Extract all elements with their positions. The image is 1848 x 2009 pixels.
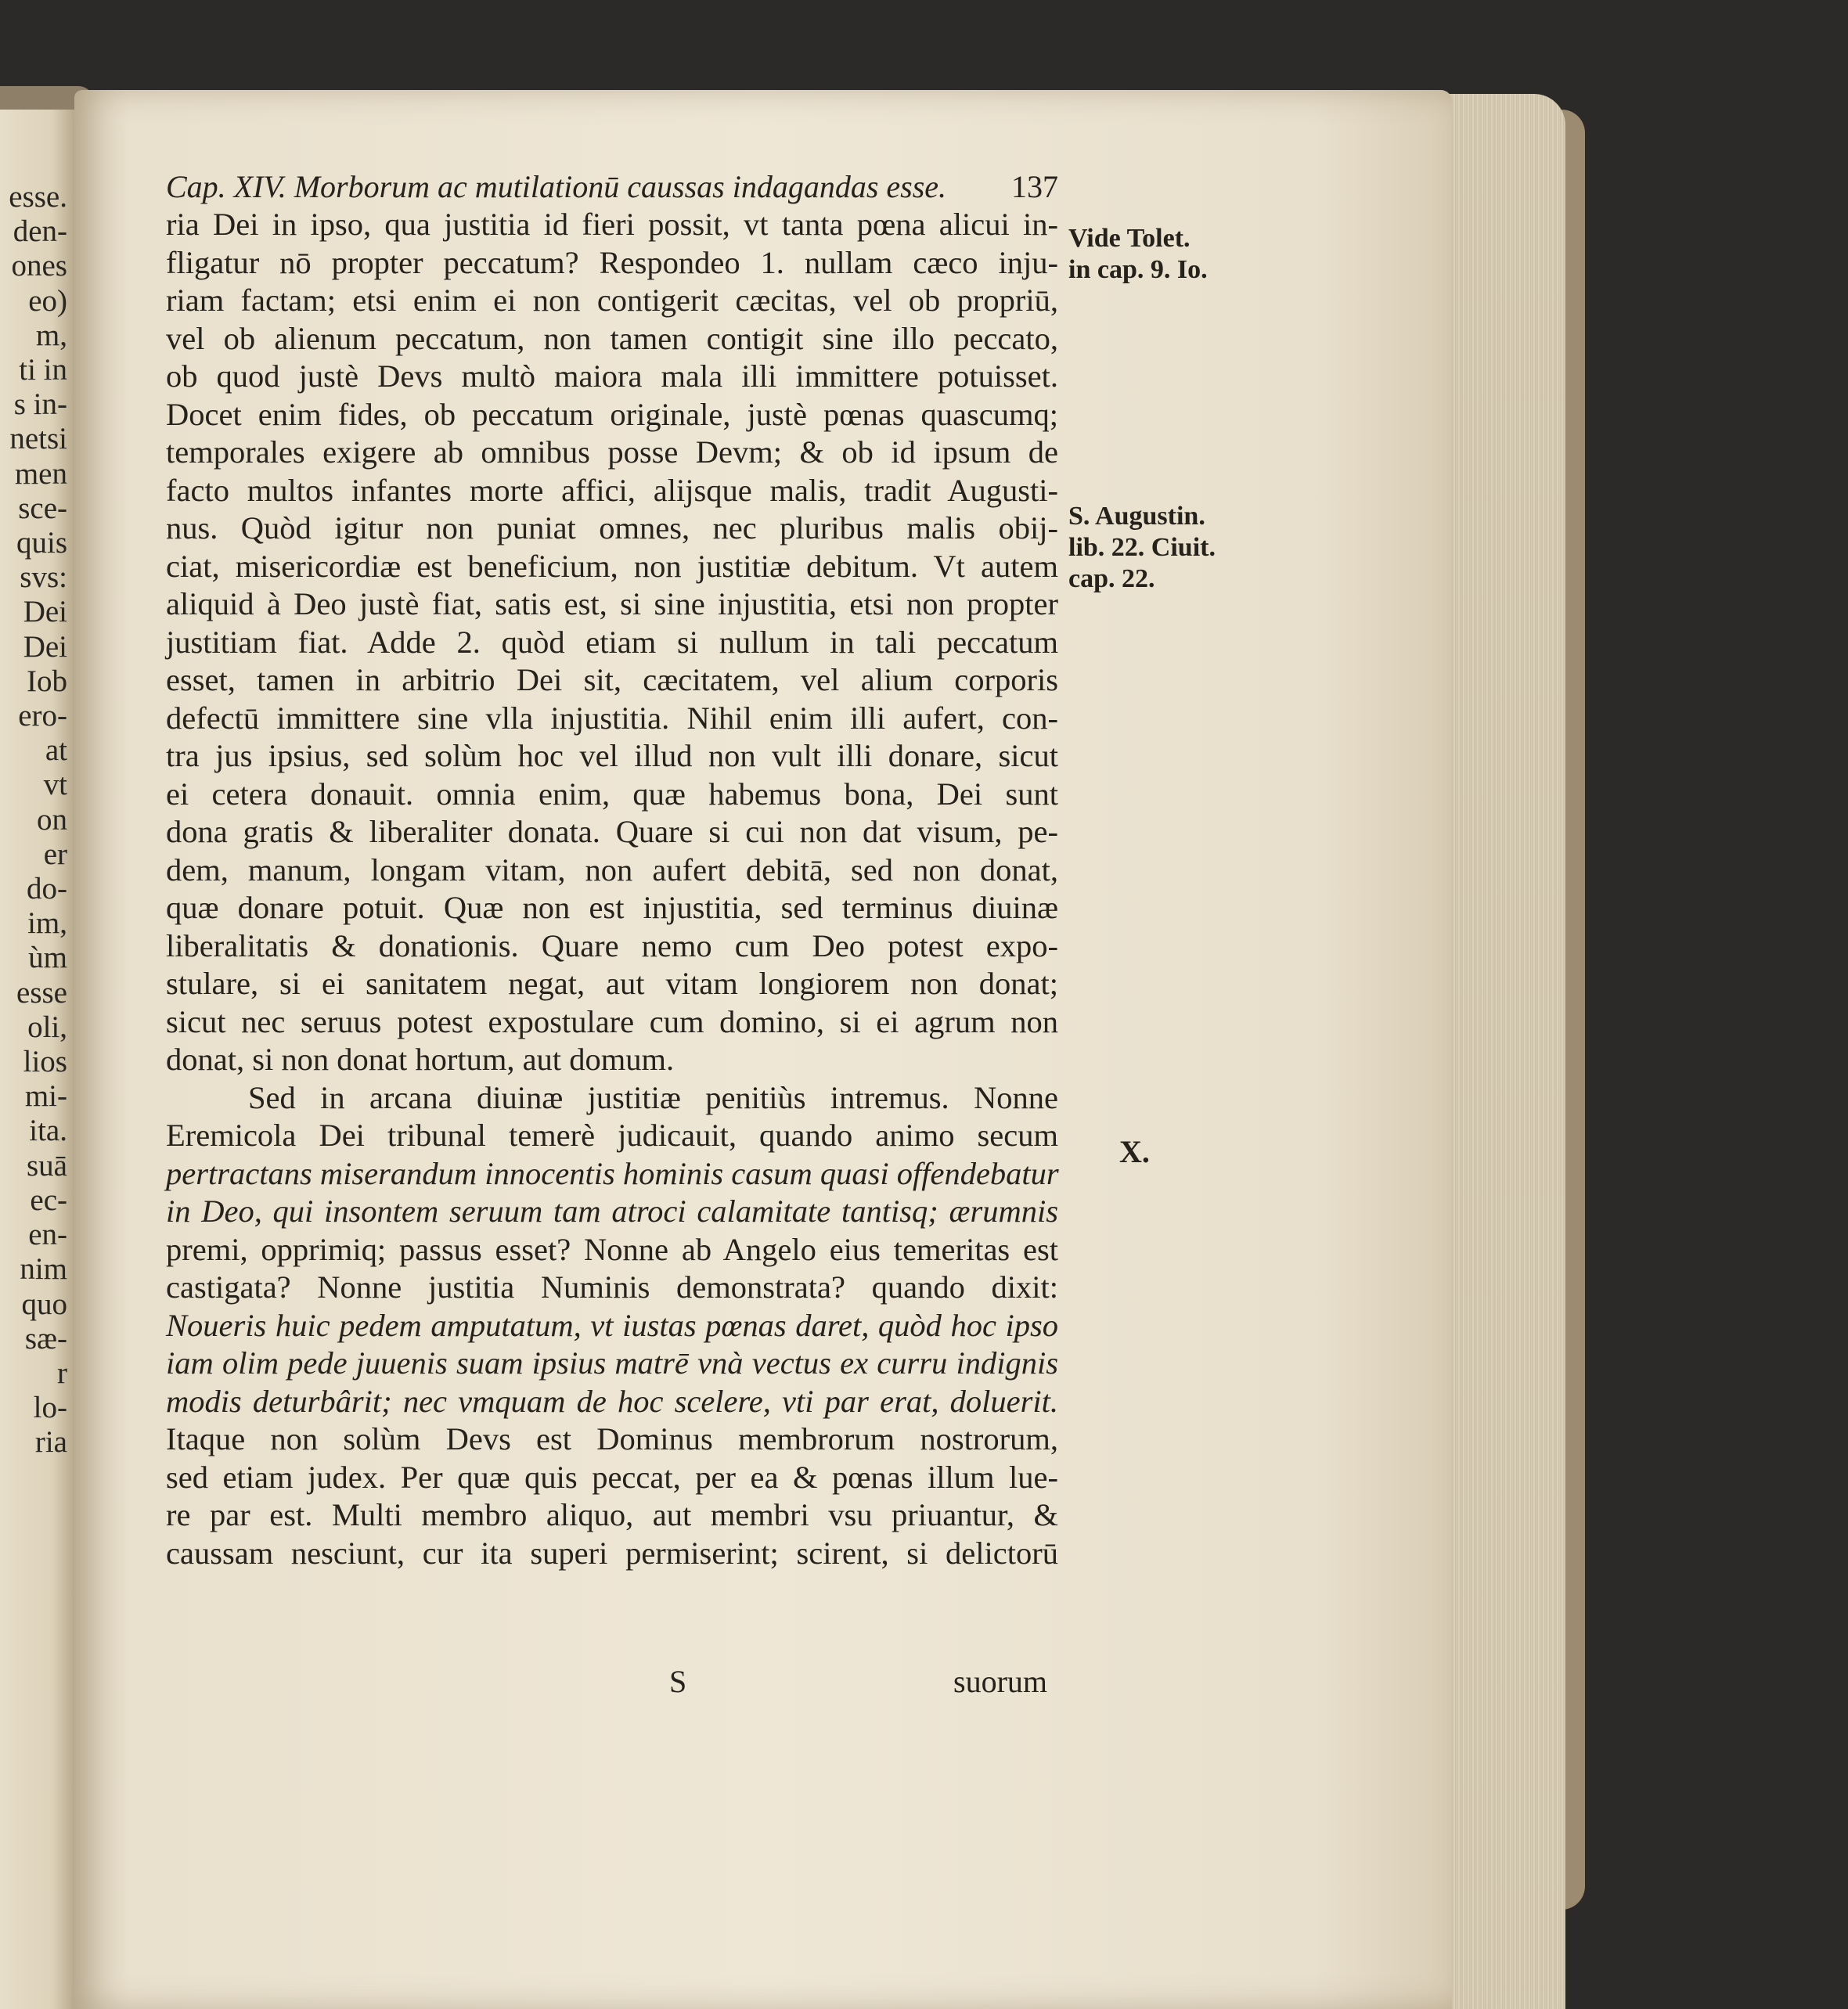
left-fragment-line: men — [14, 456, 67, 491]
text-line: ciat, misericordiæ est beneficium, non justitiæ debitum. Vt autem — [166, 548, 1058, 584]
left-fragment-line: m, — [35, 318, 67, 352]
left-fragment-line: ec- — [30, 1183, 67, 1217]
margin-note-line: S. Augustin. — [1068, 502, 1205, 531]
text-line: defectū immittere sine vlla injustitia. Nihil enim illi aufert, con- — [166, 700, 1058, 736]
left-fragment-line: do- — [27, 872, 67, 906]
left-fragment-line: s in- — [13, 387, 67, 422]
left-fragment-line: r — [57, 1356, 67, 1390]
text-line: dona gratis & liberaliter donata. Quare si cui non dat visum, pe- — [166, 814, 1058, 849]
body-text — [166, 206, 1058, 1572]
text-line: justitiam fiat. Adde 2. quòd etiam si nullum in tali peccatum — [166, 624, 1058, 660]
left-fragment-line: netsi — [9, 422, 67, 456]
text-line: modis deturbârit; nec vmquam de hoc scelere, vti par erat, doluerit. — [166, 1383, 1058, 1419]
text-line: aliquid à Deo justè fiat, satis est, si sine injustitia, etsi non propter — [166, 586, 1058, 621]
text-line: riam factam; etsi enim ei non contigerit cæcitas, vel ob propriū, — [166, 283, 1058, 318]
margin-note-toletus — [1068, 223, 1208, 286]
left-fragment-line: esse. — [9, 180, 67, 214]
left-fragment-line: quo — [21, 1287, 67, 1321]
margin-note-augustine — [1068, 501, 1216, 595]
margin-note-line: cap. 22. — [1068, 564, 1155, 593]
left-fragment-line: eo) — [28, 283, 67, 318]
left-fragment-line: sæ- — [24, 1321, 67, 1356]
left-fragment-line: ti in — [19, 353, 67, 387]
left-fragment-line: nim — [20, 1252, 67, 1287]
left-fragment-line: esse — [16, 975, 67, 1010]
signature-mark: S — [669, 1664, 687, 1699]
left-fragment-line: Dei — [23, 595, 67, 629]
text-line: premi, opprimiq; passus esset? Nonne ab Angelo eius temeritas est — [166, 1231, 1058, 1267]
left-fragment-line: Iob — [27, 664, 67, 698]
left-page-text-fragments — [0, 180, 70, 1460]
text-line: Itaque non solùm Devs est Dominus membrorum nostrorum, — [166, 1421, 1058, 1456]
left-fragment-line: ita. — [29, 1114, 67, 1148]
text-line: pertractans miserandum innocentis hominis casum quasi offendebatur — [166, 1155, 1059, 1191]
left-fragment-line: mi- — [24, 1079, 67, 1114]
text-line: ob quod justè Devs multò maiora mala illi immittere potuisset. — [166, 358, 1058, 394]
page-number: 137 — [1011, 169, 1058, 204]
left-fragment-line: vt — [43, 768, 67, 802]
catchword: suorum — [953, 1664, 1047, 1699]
text-line: vel ob alienum peccatum, non tamen contigit sine illo peccato, — [166, 320, 1058, 356]
margin-note-line: Vide Tolet. — [1068, 224, 1191, 253]
left-fragment-line: quis — [16, 526, 67, 560]
text-line: Noueris huic pedem amputatum, vt iustas pœnas daret, quòd hoc ipso — [166, 1307, 1058, 1343]
text-line: liberalitatis & donationis. Quare nemo cum Deo potest expo- — [166, 927, 1058, 963]
left-fragment-line: Dei — [23, 629, 67, 664]
text-line: sed etiam judex. Per quæ quis peccat, per ea & pœnas illum lue- — [166, 1459, 1058, 1495]
left-fragment-line: ria — [34, 1425, 67, 1460]
text-line: in Deo, qui insontem seruum tam atroci calamitate tantisq; ærumnis — [166, 1194, 1058, 1229]
text-line: temporales exigere ab omnibus posse Devm; & ob id ipsum de — [166, 434, 1058, 470]
page-header — [166, 168, 1058, 205]
section-mark: X. — [1119, 1134, 1150, 1169]
text-line: ria Dei in ipso, qua justitia id fieri possit, vt tanta pœna alicui in- — [166, 207, 1058, 242]
text-line: stulare, si ei sanitatem negat, aut vitam longiorem non donat; — [166, 966, 1058, 1001]
left-fragment-line: ùm — [28, 941, 67, 975]
left-fragment-line: den- — [13, 214, 67, 249]
text-line: donat, si non donat hortum, aut domum. — [166, 1042, 675, 1077]
text-line: ei cetera donauit. omnia enim, quæ habemus bona, Dei sunt — [166, 776, 1058, 812]
text-line: esset, tamen in arbitrio Dei sit, cæcitatem, vel alium corporis — [166, 662, 1058, 697]
text-line: re par est. Multi membro aliquo, aut membri vsu priuantur, & — [166, 1497, 1058, 1532]
left-fragment-line: ones — [11, 249, 67, 283]
text-line: caussam nesciunt, cur ita superi permiserint; scirent, si delictorū — [166, 1535, 1058, 1571]
left-fragment-line: lios — [23, 1045, 67, 1079]
text-line: fligatur nō propter peccatum? Respondeo 1. nullam cæco inju- — [166, 244, 1058, 280]
text-line: nus. Quòd igitur non puniat omnes, nec pluribus malis obij- — [166, 510, 1058, 545]
left-fragment-line: suā — [27, 1148, 67, 1183]
left-fragment-line: on — [37, 802, 67, 837]
text-line: iam olim pede juuenis suam ipsius matrē vnà vectus ex curru indignis — [166, 1345, 1058, 1381]
margin-note-line: in cap. 9. Io. — [1068, 255, 1208, 284]
left-fragment-line: sce- — [18, 491, 67, 525]
text-line: Docet enim fides, ob peccatum originale, justè pœnas quascumq; — [166, 396, 1058, 432]
text-line: dem, manum, longam vitam, non aufert debitā, sed non donat, — [166, 851, 1058, 887]
left-fragment-line: oli, — [27, 1010, 67, 1044]
text-line: tra jus ipsius, sed solùm hoc vel illud non vult illi donare, sicut — [166, 738, 1058, 773]
left-fragment-line: en- — [28, 1218, 67, 1252]
left-fragment-line: ero- — [18, 699, 67, 733]
left-fragment-line: im, — [27, 906, 67, 941]
text-line: quæ donare potuit. Quæ non est injustitia, sed terminus diuinæ — [166, 890, 1058, 925]
text-line: castigata? Nonne justitia Numinis demonstrata? quando dixit: — [166, 1269, 1058, 1305]
running-title: Cap. XIV. Morborum ac mutilationū caussas indagandas esse. — [166, 169, 947, 204]
text-line: sicut nec seruus potest expostulare cum domino, si ei agrum non — [166, 1003, 1058, 1039]
left-fragment-line: er — [43, 837, 67, 871]
margin-note-line: lib. 22. Ciuit. — [1068, 533, 1216, 562]
text-line: Sed in arcana diuinæ justitiæ penitiùs intremus. Nonne — [248, 1079, 1058, 1115]
text-line: facto multos infantes morte affici, alijsque malis, tradit Augusti- — [166, 472, 1058, 508]
left-fragment-line: lo- — [33, 1391, 67, 1425]
text-line: Eremicola Dei tribunal temerè judicauit, quando animo secum — [166, 1118, 1058, 1153]
left-fragment-line: at — [45, 733, 67, 768]
left-fragment-line: svs: — [20, 560, 67, 595]
